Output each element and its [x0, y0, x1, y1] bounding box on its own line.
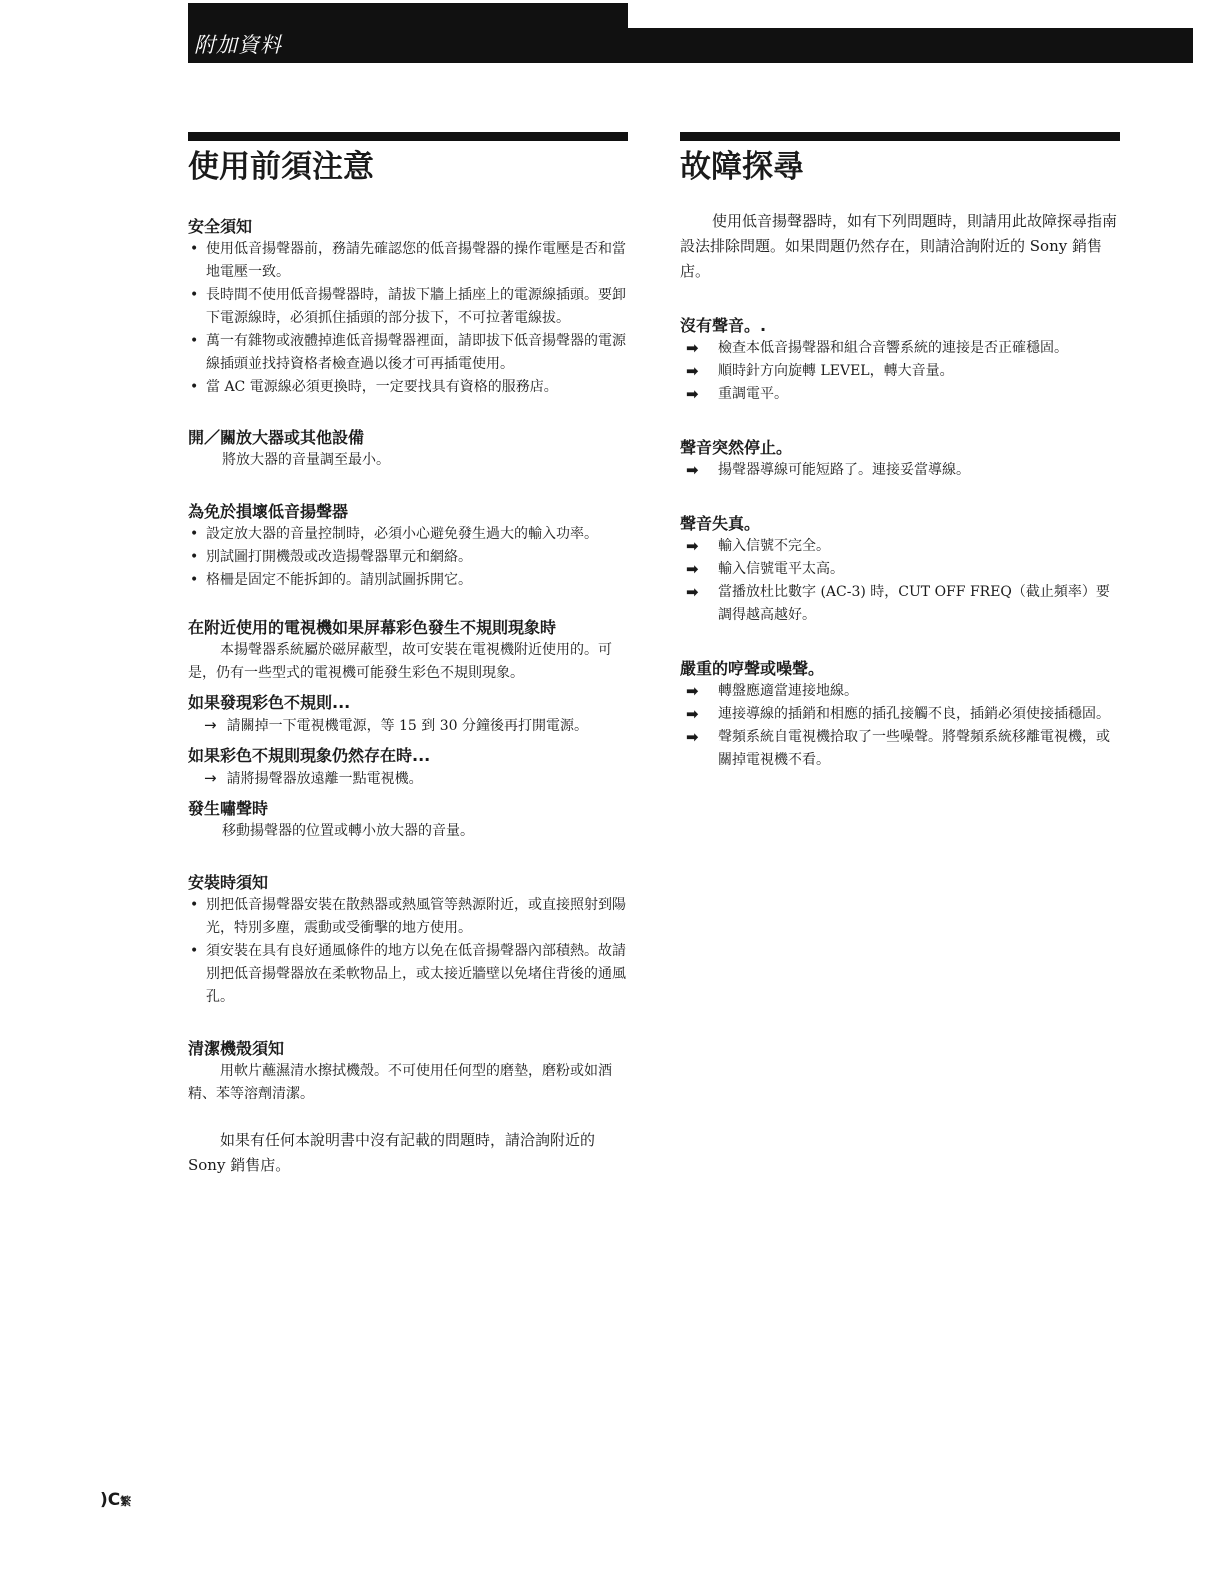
- arrow-icon: →: [204, 716, 217, 734]
- precautions-title: 使用前須注意: [188, 149, 374, 185]
- solution-item: ➡ 順時針方向旋轉 LEVEL，轉大音量。: [682, 360, 1120, 383]
- install-heading: 安裝時須知: [188, 873, 269, 892]
- title-rule: [680, 132, 1120, 141]
- cleaning-text: 用軟片蘸濕清水擦拭機殼。不可使用任何型的磨墊，磨粉或如酒精、苯等溶劑清潔。: [188, 1063, 612, 1102]
- arrow-icon: →: [204, 769, 217, 787]
- solution-item: ➡ 當播放杜比數字 (AC-3) 時，CUT OFF FREQ（截止頻率）要調得越高越好。: [686, 583, 1110, 623]
- list-item: • 萬一有雜物或液體掉進低音揚聲器裡面，請即拔下低音揚聲器的電源線插頭並找持資格者檢查過以後才可再插電使用。: [188, 330, 628, 376]
- solution-item: ➡ 揚聲器導線可能短路了。連接妥當導線。: [682, 459, 1120, 482]
- list-item: • 設定放大器的音量控制時，必須小心避免發生過大的輸入功率。: [188, 523, 628, 546]
- list-item: • 格柵是固定不能拆卸的。請別試圖拆開它。: [188, 569, 628, 592]
- install-list: [188, 894, 628, 1009]
- arrow-icon: ➡: [686, 537, 699, 555]
- problem-heading-hum-noise: 嚴重的哼聲或噪聲。: [680, 659, 825, 678]
- damage-heading: 為免於損壞低音揚聲器: [188, 502, 349, 521]
- tv-sub2-line: [188, 767, 628, 791]
- title-rule: [188, 132, 628, 141]
- onoff-text: 將放大器的音量調至最小。: [222, 452, 390, 468]
- closing-text: 如果有任何本說明書中沒有記載的問題時，請洽詢附近的 Sony 銷售店。: [188, 1131, 596, 1174]
- troubleshooting-title: 故障探尋: [680, 149, 804, 185]
- solution-item: ➡ 連接導線的插銷和相應的插孔接觸不良，插銷必須使接插穩固。: [682, 703, 1120, 726]
- section-header-tab: [188, 3, 628, 63]
- section-title: 附加資料: [194, 33, 282, 57]
- page-number-text: )C: [100, 1490, 121, 1510]
- problem-heading-no-sound: 沒有聲音。.: [680, 316, 767, 335]
- tv-sub1-line: [188, 714, 628, 738]
- arrow-icon: ➡: [686, 728, 699, 746]
- problem-heading-distortion: 聲音失真。: [680, 514, 761, 533]
- arrow-icon: ➡: [686, 461, 699, 479]
- solution-list: [680, 459, 1120, 482]
- solution-item: ➡ 聲頻系統自電視機拾取了一些噪聲。將聲頻系統移離電視機，或關掉電視機不看。: [686, 728, 1110, 768]
- list-item: • 別試圖打開機殼或改造揚聲器單元和網絡。: [188, 546, 628, 569]
- arrow-icon: ➡: [686, 705, 699, 723]
- troubleshooting-column: [680, 132, 1120, 772]
- arrow-icon: ➡: [686, 362, 699, 380]
- arrow-icon: ➡: [686, 339, 699, 357]
- tv-sub3-text: 移動揚聲器的位置或轉小放大器的音量。: [222, 823, 474, 839]
- page-number: [100, 1490, 131, 1510]
- tv-sub3-heading: 發生嘯聲時: [188, 799, 269, 818]
- arrow-icon: ➡: [686, 583, 699, 601]
- tv-sub2-heading: 如果彩色不規則現象仍然存在時...: [188, 746, 431, 765]
- solution-list: [680, 535, 1120, 627]
- damage-list: [188, 523, 628, 592]
- list-item: • 當 AC 電源線必須更換時，一定要找具有資格的服務店。: [188, 376, 628, 399]
- solution-item: ➡ 輸入信號不完全。: [682, 535, 1120, 558]
- precautions-column: [188, 132, 628, 1178]
- safety-list: [188, 238, 628, 399]
- solution-item: ➡ 轉盤應適當連接地線。: [682, 680, 1120, 703]
- tv-sub1-heading: 如果發現彩色不規則...: [188, 693, 351, 712]
- language-mark: 繁: [120, 1495, 132, 1508]
- list-item: • 須安裝在具有良好通風條件的地方以免在低音揚聲器內部積熱。故請別把低音揚聲器放在柔軟物品上，或太接近牆壁以免堵住背後的通風孔。: [188, 940, 628, 1009]
- solution-list: [680, 337, 1120, 406]
- arrow-icon: ➡: [686, 560, 699, 578]
- arrow-icon: ➡: [686, 682, 699, 700]
- tv-text: 本揚聲器系統屬於磁屏蔽型，故可安裝在電視機附近使用的。可是，仍有一些型式的電視機可能發生彩色不規則現象。: [188, 642, 612, 681]
- solution-item: ➡ 輸入信號電平太高。: [682, 558, 1120, 581]
- tv-heading: 在附近使用的電視機如果屏幕彩色發生不規則現象時: [188, 618, 557, 637]
- header-bar: [628, 28, 1193, 63]
- list-item: • 使用低音揚聲器前，務請先確認您的低音揚聲器的操作電壓是否和當地電壓一致。: [188, 238, 628, 284]
- solution-item: ➡ 檢查本低音揚聲器和組合音響系統的連接是否正確穩固。: [682, 337, 1120, 360]
- troubleshooting-intro: 使用低音揚聲器時，如有下列問題時，則請用此故障探尋指南設法排除問題。如果問題仍然存在，則請洽詢附近的 Sony 銷售店。: [680, 212, 1118, 280]
- list-item: • 別把低音揚聲器安裝在散熱器或熱風管等熱源附近，或直接照射到陽光，特別多塵，震動或受衝擊的地方使用。: [188, 894, 628, 940]
- solution-list: [680, 680, 1120, 772]
- cleaning-heading: 清潔機殼須知: [188, 1039, 285, 1058]
- arrow-icon: ➡: [686, 385, 699, 403]
- solution-item: ➡ 重調電平。: [682, 383, 1120, 406]
- tv-sub2-text: 請將揚聲器放遠離一點電視機。: [226, 771, 423, 787]
- onoff-heading: 開／關放大器或其他設備: [188, 428, 365, 447]
- problem-heading-sound-stops: 聲音突然停止。: [680, 438, 793, 457]
- tv-sub1-text: 請關掉一下電視機電源，等 15 到 30 分鐘後再打開電源。: [226, 718, 589, 734]
- list-item: • 長時間不使用低音揚聲器時，請拔下牆上插座上的電源線插頭。要卸下電源線時，必須抓住插頭的部分拔下，不可拉著電線拔。: [188, 284, 628, 330]
- safety-heading: 安全須知: [188, 217, 253, 236]
